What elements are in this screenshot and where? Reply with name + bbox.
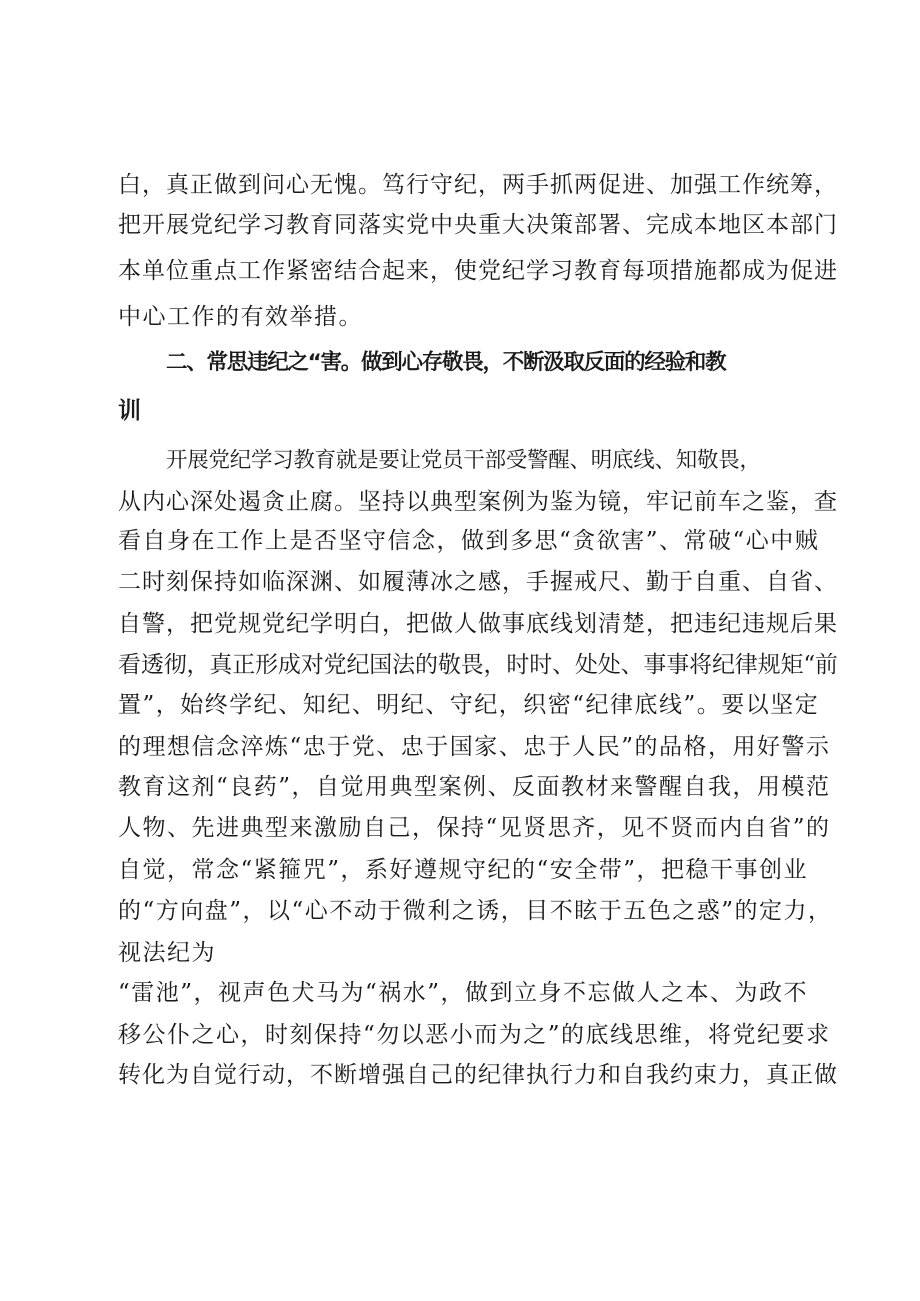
paragraph-line: 开展党纪学习教育就是要让党员干部受警醒、明底线、知敬畏， (166, 448, 761, 473)
paragraph-line: 的“方向盘”，以“心不动于微利之诱，目不眩于五色之惑”的定力， (118, 898, 833, 924)
paragraph-line: 看自身在工作上是否坚守信念，做到多思“贪欲害”、常破“心中贼 (118, 528, 820, 554)
paragraph-line: 转化为自觉行动，不断增强自己的纪律执行力和自我约束力，真正做 (118, 1062, 838, 1088)
paragraph-line: 教育这剂“良药”，自觉用典型案例、反面教材来警醒自我，用模范 (118, 774, 831, 800)
paragraph-line: 置”，始终学纪、知纪、明纪、守纪，织密“纪律底线”。要以坚定 (118, 692, 820, 718)
section-heading: 训 (118, 398, 142, 424)
paragraph-line: 二时刻保持如临深渊、如履薄冰之感，手握戒尺、勤于自重、自省、 (118, 569, 838, 595)
paragraph-line: 从内心深处遏贪止腐。坚持以典型案例为鉴为镜，牢记前车之鉴，查 (118, 489, 838, 515)
paragraph-line: 的理想信念淬炼“忠于党、忠于国家、忠于人民”的品格，用好警示 (118, 734, 831, 760)
paragraph-line: 自觉，常念“紧箍咒”，系好遵规守纪的“安全带”，把稳干事创业 (118, 857, 809, 883)
paragraph-line: 自警，把党规党纪学明白，把做人做事底线划清楚，把违纪违规后果 (118, 611, 838, 637)
paragraph-line: 白，真正做到问心无愧。笃行守纪，两手抓两促进、加强工作统筹， (118, 172, 838, 198)
paragraph-line: 移公仆之心，时刻保持“勿以恶小而为之”的底线思维，将党纪要求 (118, 1022, 831, 1048)
section-heading: 二、常思违纪之“害。做到心存敬畏，不断汲取反面的经验和教 (166, 350, 726, 375)
paragraph-line: 视法纪为 (118, 940, 216, 966)
paragraph-line: 本单位重点工作紧密结合起来，使党纪学习教育每项措施都成为促进 (118, 258, 838, 284)
paragraph-line: “雷池”，视声色犬马为“祸水”，做到立身不忘做人之本、为政不 (118, 980, 809, 1006)
paragraph-line: 把开展党纪学习教育同落实党中央重大决策部署、完成本地区本部门 (118, 212, 838, 238)
paragraph-line: 人物、先进典型来激励自己，保持“见贤思齐，见不贤而内自省”的 (118, 815, 831, 841)
paragraph-line: 看透彻，真正形成对党纪国法的敬畏，时时、处处、事事将纪律规矩“前 (118, 652, 838, 678)
paragraph-line: 中心工作的有效举措。 (118, 304, 363, 330)
